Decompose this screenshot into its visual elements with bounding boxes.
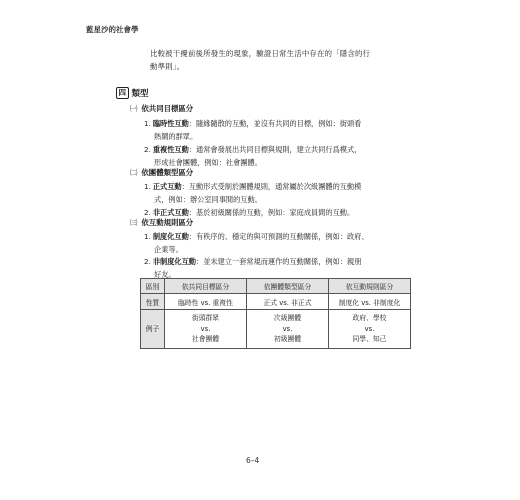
item-text: ：基於初級關係的互動，例如：家庭成員間的互動。 — [188, 208, 355, 217]
cell-line: 初級團體 — [273, 335, 302, 344]
item-term: 臨時性互動 — [152, 119, 189, 128]
table-cell: 正式 vs. 非正式 — [247, 294, 329, 310]
item-number: 2. — [144, 208, 151, 217]
item-text: 熱鬧的群眾。 — [154, 132, 198, 141]
table-header-row — [141, 279, 411, 294]
section-heading — [116, 87, 149, 99]
table-header-cell: 區別 — [141, 279, 165, 294]
subsection-title: 依互動規則區分 — [141, 218, 194, 227]
table-cell: 制度化 vs. 非制度化 — [329, 294, 411, 310]
cell-line: vs. — [200, 324, 211, 333]
subsection-title: 依共同目標區分 — [141, 104, 194, 113]
intro-line: 動準則」。 — [150, 62, 185, 71]
list-item — [144, 143, 406, 169]
section-title: 類型 — [131, 89, 149, 99]
table-header-cell: 依共同目標區分 — [165, 279, 247, 294]
item-term: 重複性互動 — [152, 145, 189, 154]
table-header-cell: 依團體類型區分 — [247, 279, 329, 294]
comparison-table — [140, 278, 411, 349]
item-text: ：有秩序的、穩定的與可預測的互動關係，例如：政府、 — [188, 232, 369, 241]
item-text: ：並未建立一套常規而運作的互動關係，例如：親朋 — [196, 257, 362, 266]
row-label: 性質 — [141, 294, 165, 310]
item-number: 1. — [144, 182, 151, 191]
intro-paragraph — [150, 47, 400, 73]
section-number-box: 四 — [116, 87, 129, 99]
item-text: 企業等。 — [154, 245, 183, 254]
list-item — [144, 180, 406, 206]
subsection-number: ㈠ — [130, 104, 138, 113]
item-text: ：通常會發展出共同目標與規則，建立共同行爲模式， — [188, 145, 362, 154]
cell-line: 社會團體 — [191, 335, 220, 344]
subsection-title: 依團體類型區分 — [141, 168, 194, 177]
row-label: 例子 — [141, 310, 165, 349]
running-header: 藍星沙的社會學 — [86, 25, 139, 34]
item-term: 非正式互動 — [152, 208, 189, 217]
item-text: ：隨緣隨散的互動，並沒有共同的目標，例如：街頭看 — [188, 119, 362, 128]
table-header-cell: 依互動規則區分 — [329, 279, 411, 294]
cell-line: vs. — [364, 324, 375, 333]
cell-line: vs. — [282, 324, 293, 333]
table-row — [141, 310, 411, 349]
item-text: 形成社會團體，例如：社會團體。 — [154, 158, 262, 167]
cell-line: 次級團體 — [273, 314, 302, 323]
subsection-heading — [130, 103, 193, 115]
item-term: 正式互動 — [152, 182, 182, 191]
subsection-heading — [130, 217, 193, 229]
cell-line: 街頭群眾 — [191, 314, 220, 323]
subsection-number: ㈢ — [130, 218, 138, 227]
item-number: 2. — [144, 257, 151, 266]
list-item — [144, 117, 406, 143]
cell-line: 政府、學校 — [352, 314, 387, 323]
item-text: 好友。 — [154, 270, 176, 279]
table-cell — [165, 310, 247, 349]
subsection-heading — [130, 167, 193, 179]
item-number: 1. — [144, 119, 151, 128]
cell-line: 同學、知己 — [352, 335, 387, 344]
table-cell — [247, 310, 329, 349]
list-item — [144, 230, 406, 256]
item-text: ：互動形式受制於團體規則，通常屬於次級團體的互動模 — [181, 182, 362, 191]
table-cell — [329, 310, 411, 349]
subsection-number: ㈡ — [130, 168, 138, 177]
item-term: 制度化互動 — [152, 232, 189, 241]
item-text: 式，例如：辦公室同事間的互動。 — [154, 195, 262, 204]
item-term: 非制度化互動 — [152, 257, 196, 266]
item-number: 1. — [144, 232, 151, 241]
item-number: 2. — [144, 145, 151, 154]
intro-line: 比較被干擾前後所發生的現象，驗證日常生活中存在的「隱含的行 — [150, 49, 371, 58]
page-number: 6–4 — [246, 456, 260, 465]
table-row — [141, 294, 411, 310]
table-cell: 臨時性 vs. 重複性 — [165, 294, 247, 310]
